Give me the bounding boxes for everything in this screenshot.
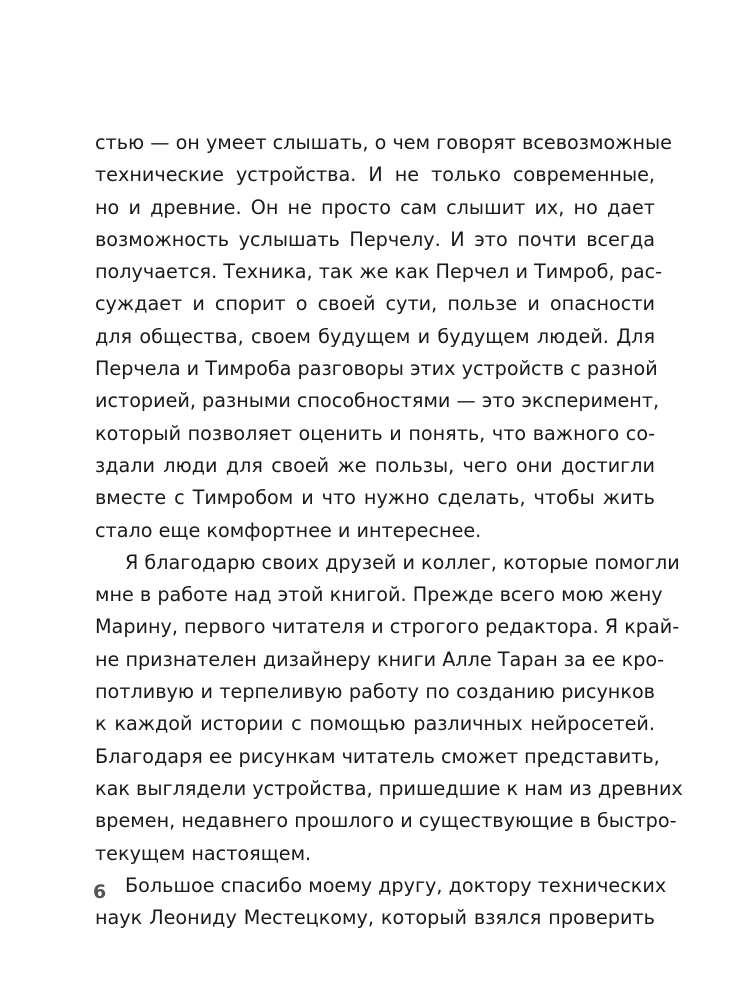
text-line: историей, разными способностями — это эксперимент,: [95, 389, 660, 413]
text-line: Большое спасибо моему другу, доктору технических: [125, 873, 667, 897]
paragraph: [95, 127, 672, 547]
text-line: который позволяет оценить и понять, что важного со-: [95, 421, 655, 445]
body-text: [95, 127, 683, 934]
text-line: потливую и терпеливую работу по созданию рисунков: [95, 680, 655, 704]
text-line: технические устройства. И не только современные,: [95, 163, 655, 187]
text-line: здали люди для своей же пользы, чего они достигли: [95, 453, 655, 477]
text-line: Марину, первого читателя и строгого редактора. Я край-: [95, 615, 680, 639]
text-line: наук Леониду Местецкому, который взялся проверить: [95, 906, 655, 930]
text-line: но и древние. Он не просто сам слышит их, но дает: [95, 195, 655, 219]
text-line: Я благодарю своих друзей и коллег, которые помогли: [125, 550, 680, 574]
text-line: Перчела и Тимроба разговоры этих устройств с разной: [95, 357, 658, 381]
text-line: суждает и спорит о своей сути, пользе и опасности: [95, 292, 655, 316]
text-line: мне в работе над этой книгой. Прежде всего мою жену: [95, 583, 663, 607]
text-line: для общества, своем будущем и будущем людей. Для: [95, 324, 655, 348]
text-line: вместе с Тимробом и что нужно сделать, чтобы жить: [95, 486, 655, 510]
text-line: к каждой истории с помощью различных нейросетей.: [95, 712, 655, 736]
page-number: 6: [93, 881, 107, 903]
text-line: как выглядели устройства, пришедшие к нам из древних: [95, 776, 683, 800]
text-line: стью — он умеет слышать, о чем говорят всевозможные: [95, 131, 672, 154]
text-line: возможность услышать Перчелу. И это почти всегда: [95, 227, 655, 251]
text-line: не признателен дизайнеру книги Алле Таран за ее кро-: [95, 647, 665, 671]
paragraph: [95, 870, 667, 935]
text-line: текущем настоящем.: [95, 841, 312, 865]
text-line: времен, недавнего прошлого и существующие в быстро-: [95, 809, 677, 833]
paragraph: [95, 547, 683, 870]
text-line: получается. Техника, так же как Перчел и Тимроб, рас-: [95, 260, 663, 284]
text-line: стало еще комфортнее и интереснее.: [95, 518, 482, 542]
text-line: Благодаря ее рисункам читатель сможет представить,: [95, 744, 660, 768]
